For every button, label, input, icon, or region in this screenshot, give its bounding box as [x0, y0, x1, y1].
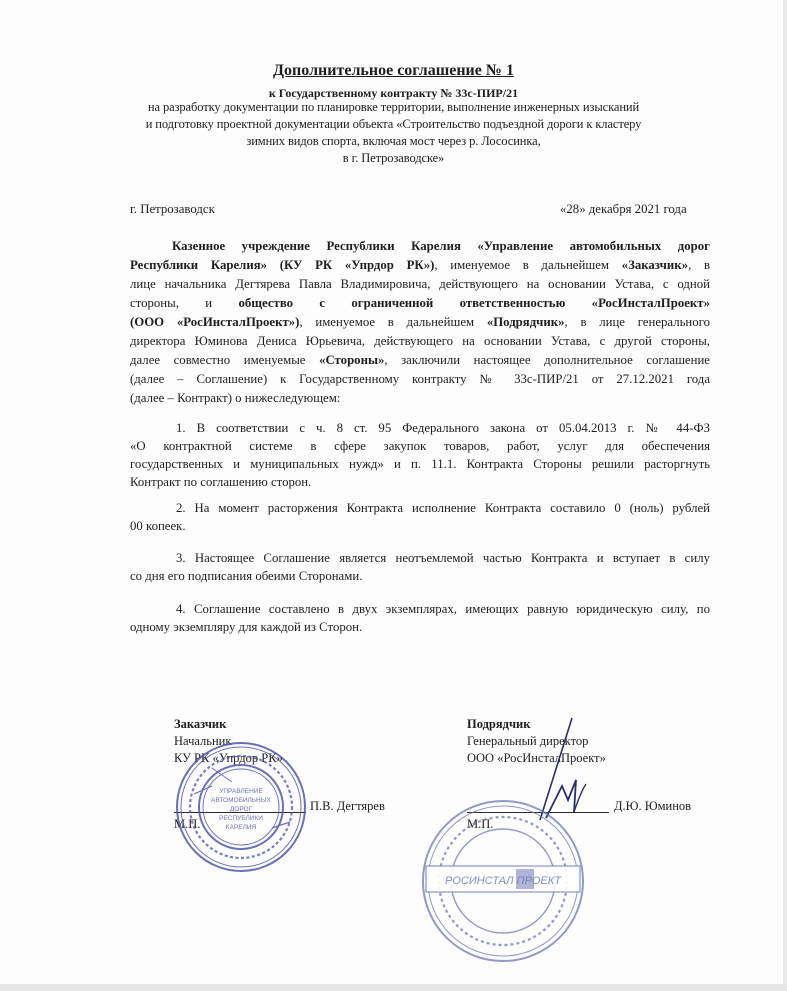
item-1-line-2: «О контрактной системе в сфере закупок товаров, работ, услуг для обеспечения: [130, 439, 710, 453]
intro-line-3: лице начальника Дегтярева Павла Владимировича, действующего на основании Устава, с одной: [130, 277, 710, 291]
item-1-line-3: государственных и муниципальных нужд» и п. 11.1. Контракта Стороны решили расторгнуть: [130, 457, 710, 471]
customer-stamp-text-2: АВТОМОБИЛЬНЫХ: [211, 797, 271, 804]
header-line-2: и подготовку проектной документации объекта «Строительство подъездной дороги к кластеру: [145, 117, 642, 131]
customer-org: КУ РК «Упрдор РК»: [174, 751, 283, 765]
intro-line-9: (далее – Контракт) о нижеследующем:: [130, 391, 341, 405]
item-3-line-2: со дня его подписания обеими Сторонами.: [130, 569, 363, 583]
intro-contractor-name: общество с ограниченной ответственностью «РосИнсталПроект»: [238, 296, 710, 310]
contractor-position: Генеральный директор: [467, 734, 589, 748]
intro-line-2: Республики Карелия» (КУ РК «Упрдор РК»), именуемое в дальнейшем «Заказчик», в: [130, 258, 710, 272]
item-2-line-2: 00 копеек.: [130, 519, 186, 533]
customer-stamp-text-1: УПРАВЛЕНИЕ: [219, 788, 263, 795]
item-3-line-1: 3. Настоящее Соглашение является неотъемлемой частью Контракта и вступает в силу: [176, 551, 710, 565]
item-4-line-1: 4. Соглашение составлено в двух экземплярах, имеющих равную юридическую силу, по: [176, 602, 710, 616]
contractor-seal-label: М.П.: [467, 817, 494, 831]
document-subtitle: к Государственному контракту № 33с-ПИР/21: [268, 86, 519, 100]
header-line-1: на разработку документации по планировке территории, выполнение инженерных изысканий: [147, 100, 640, 114]
intro-line-7: далее совместно именуемые «Стороны», заключили настоящее дополнительное соглашение: [130, 353, 710, 367]
contractor-org: ООО «РосИнсталПроект»: [467, 751, 606, 765]
intro-line-8: (далее – Соглашение) к Государственному контракту № 33с-ПИР/21 от 27.12.2021 года: [130, 372, 710, 386]
item-2-line-1: 2. На момент расторжения Контракта исполнение Контракта составило 0 (ноль) рублей: [176, 501, 710, 515]
intro-contractor-label: «Подрядчик»: [486, 315, 565, 329]
customer-signer-name: П.В. Дегтярев: [310, 799, 385, 813]
document-title: Дополнительное соглашение № 1: [273, 62, 514, 79]
customer-stamp-text-3: ДОРОГ: [229, 806, 253, 813]
document-place: г. Петрозаводск: [130, 202, 215, 216]
customer-stamp-text-5: КАРЕЛИЯ: [225, 824, 257, 831]
customer-position: Начальник: [174, 734, 232, 748]
header-line-4: в г. Петрозаводске»: [342, 151, 445, 165]
header-line-3: зимних видов спорта, включая мост через р. Лососинка,: [246, 134, 541, 148]
customer-heading: Заказчик: [174, 717, 227, 731]
intro-customer-name: Республики Карелия» (КУ РК «Упрдор РК»): [130, 258, 435, 272]
contractor-signer-name: Д.Ю. Юминов: [614, 799, 692, 813]
item-1-line-4: Контракт по соглашению сторон.: [130, 475, 312, 489]
customer-stamp-text-4: РЕСПУБЛИКИ: [219, 815, 263, 822]
customer-stamp-icon: [172, 738, 310, 876]
intro-parties-label: «Стороны»: [319, 353, 385, 367]
bottom-bar: [0, 984, 787, 991]
intro-line-4: стороны, и общество с ограниченной ответственностью «РосИнсталПроект»: [130, 296, 710, 310]
item-4-line-2: одному экземпляру для каждой из Сторон.: [130, 620, 363, 634]
document-date: «28» декабря 2021 года: [560, 202, 687, 216]
intro-line-1: Казенное учреждение Республики Карелия «Управление автомобильных дорог: [172, 239, 710, 253]
item-1-line-1: 1. В соответствии с ч. 8 ст. 95 Федерального закона от 05.04.2013 г. № 44-ФЗ: [176, 421, 710, 435]
page-right-edge: [783, 0, 787, 991]
intro-line-5: (ООО «РосИнсталПроект»), именуемое в дальнейшем «Подрядчик», в лице генерального: [130, 315, 710, 329]
intro-line-6: директора Юминова Дениса Юрьевича, действующего на основании Устава, с другой стороны,: [130, 334, 710, 348]
contractor-stamp-icon: [418, 796, 588, 966]
intro-customer-label: «Заказчик»: [621, 258, 689, 272]
customer-seal-label: М.П.: [174, 817, 201, 831]
contractor-stamp-text: РОСИНСТАЛ ПРОЕКТ: [445, 875, 561, 887]
contractor-heading: Подрядчик: [467, 717, 531, 731]
